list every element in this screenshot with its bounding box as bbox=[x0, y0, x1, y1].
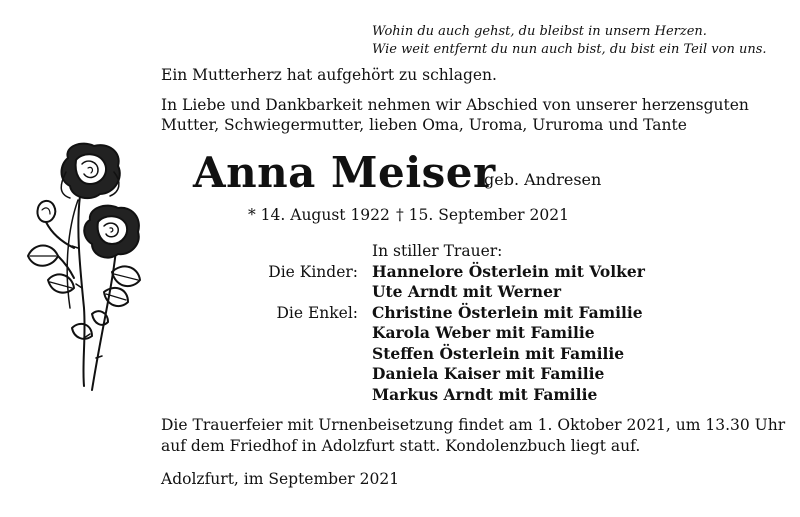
intro-line-1: Ein Mutterherz hat aufgehört zu schlagen. bbox=[161, 66, 497, 84]
intro-line-2: In Liebe und Dankbarkeit nehmen wir Abschied von unserer herzensguten bbox=[161, 96, 749, 114]
grandchildren-row bbox=[230, 385, 650, 406]
mourners-heading: In stiller Trauer: bbox=[372, 242, 503, 260]
funeral-line-2: auf dem Friedhof in Adolzfurt statt. Kondolenzbuch liegt auf. bbox=[161, 437, 641, 455]
grandchild-name: Markus Arndt mit Familie bbox=[372, 384, 598, 404]
children-label: Die Kinder: bbox=[268, 262, 358, 281]
grandchildren-row bbox=[230, 344, 650, 365]
grandchildren-row bbox=[230, 323, 650, 344]
deceased-name: Anna Meiser bbox=[193, 148, 496, 197]
child-name: Ute Arndt mit Werner bbox=[372, 282, 562, 301]
grandchild-name: Daniela Kaiser mit Familie bbox=[372, 364, 605, 383]
motto-line-2: Wie weit entfernt du nun auch bist, du bist ein Teil von uns. bbox=[372, 42, 767, 57]
children-row bbox=[230, 282, 650, 303]
grandchildren-row bbox=[230, 364, 650, 385]
mourners-list bbox=[230, 241, 650, 405]
rose-illustration bbox=[18, 138, 148, 398]
rose-bloom-lower bbox=[84, 206, 139, 258]
rose-leaves bbox=[28, 246, 140, 339]
birth-date: * 14. August 1922 bbox=[248, 206, 390, 224]
closing-place-date: Adolzfurt, im September 2021 bbox=[161, 470, 400, 488]
grandchild-name: Karola Weber mit Familie bbox=[372, 323, 595, 342]
motto-line-1: Wohin du auch gehst, du bleibst in unsern Herzen. bbox=[372, 24, 707, 39]
rose-stem bbox=[78, 196, 84, 386]
grandchild-name: Steffen Österlein mit Familie bbox=[372, 343, 625, 363]
grandchild-name: Christine Österlein mit Familie bbox=[372, 302, 643, 322]
grandchildren-label: Die Enkel: bbox=[276, 303, 358, 322]
grandchildren-row bbox=[230, 303, 650, 324]
child-name: Hannelore Österlein mit Volker bbox=[372, 261, 645, 281]
funeral-line-1: Die Trauerfeier mit Urnenbeisetzung findet am 1. Oktober 2021, um 13.30 Uhr bbox=[161, 416, 786, 434]
birth-name: geb. Andresen bbox=[484, 170, 602, 189]
mourners-heading-row bbox=[230, 241, 650, 262]
death-date: † 15. September 2021 bbox=[396, 206, 569, 224]
rose-bloom-upper bbox=[61, 144, 120, 199]
intro-line-3: Mutter, Schwiegermutter, lieben Oma, Uroma, Ururoma und Tante bbox=[161, 116, 687, 134]
children-row bbox=[230, 262, 650, 283]
